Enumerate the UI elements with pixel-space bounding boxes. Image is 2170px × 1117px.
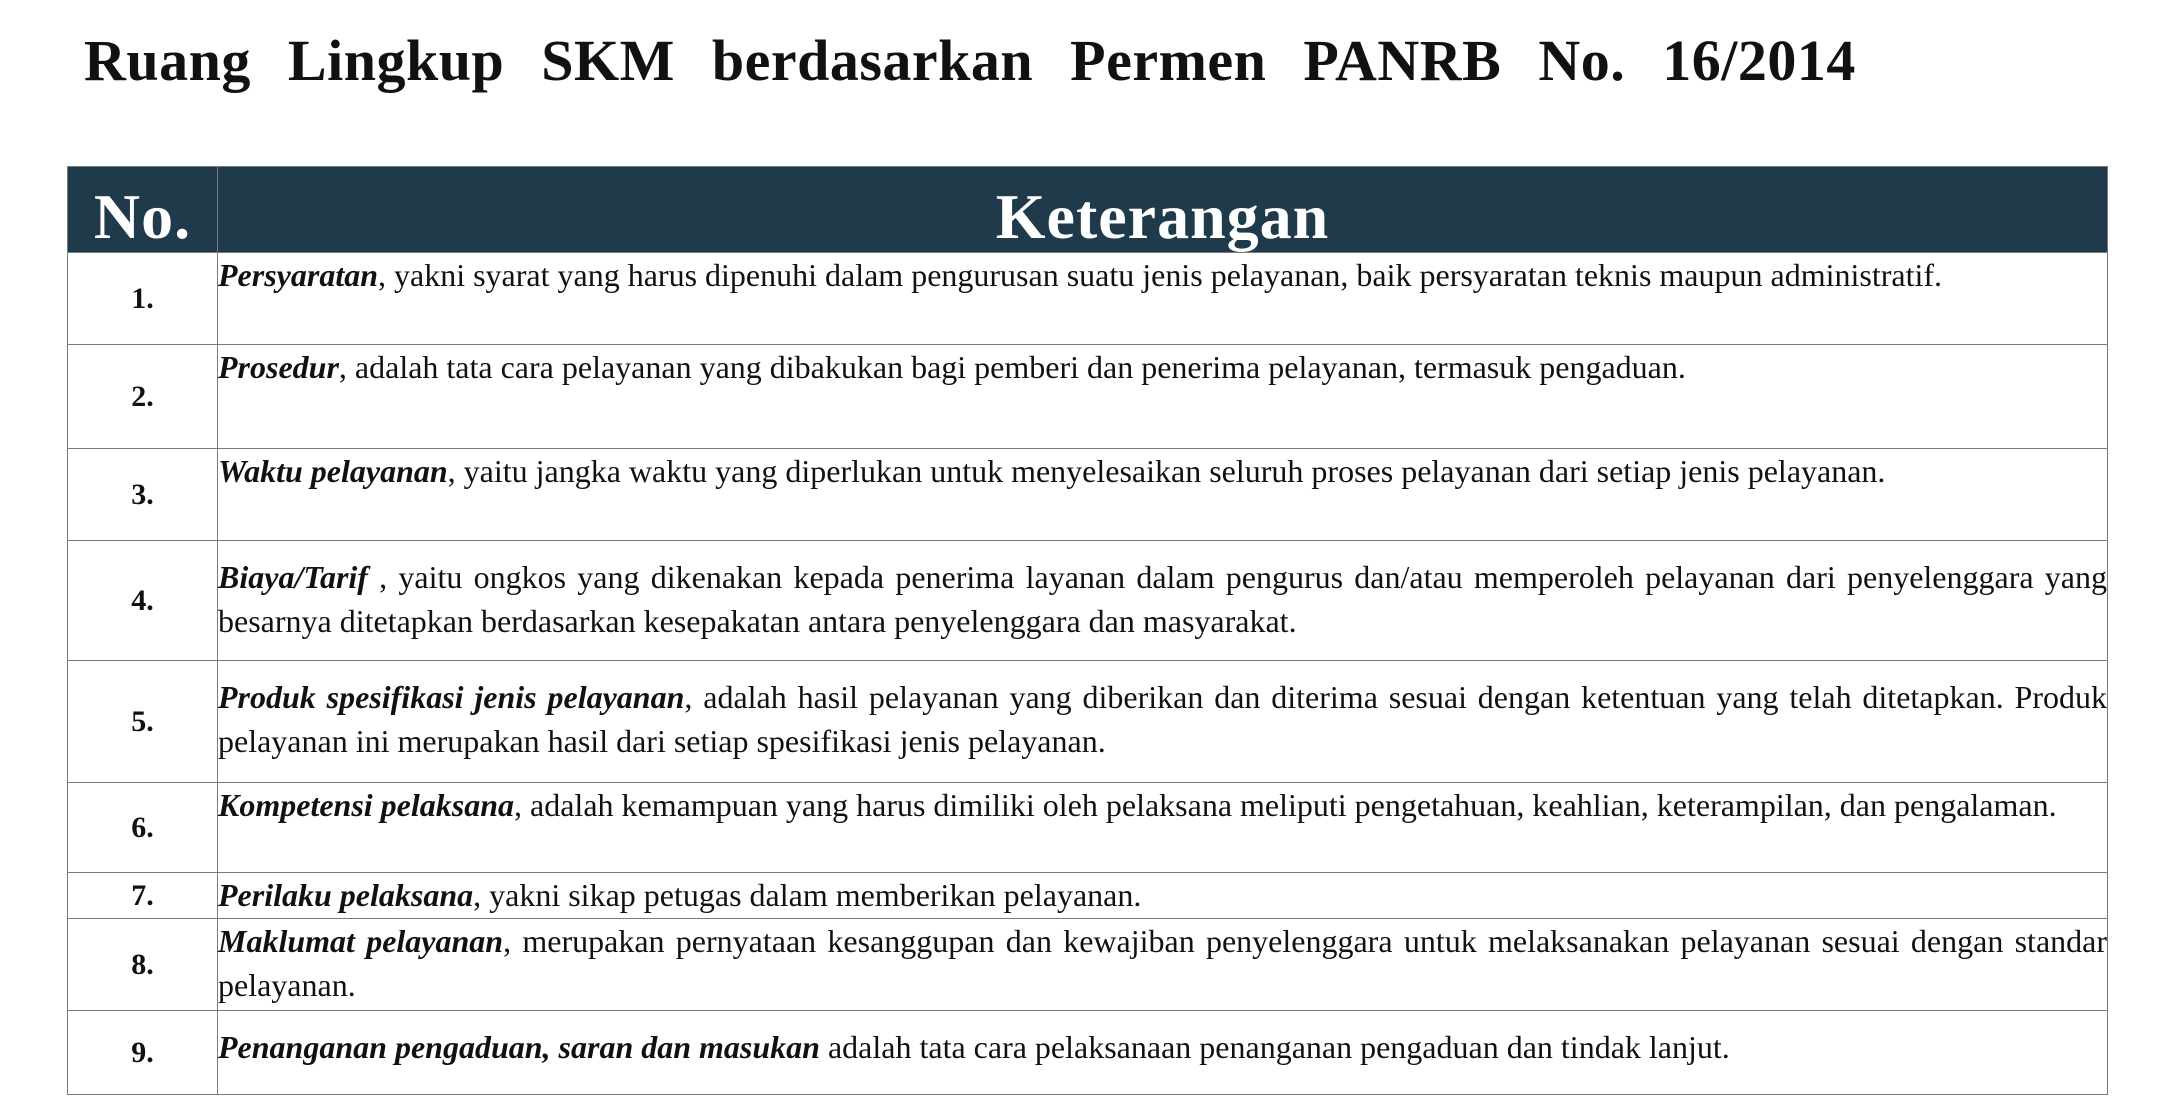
table-row xyxy=(68,919,2108,1011)
row-number: 4. xyxy=(68,541,218,661)
row-text: , adalah kemampuan yang harus dimiliki oleh pelaksana meliputi pengetahuan, keahlian, keterampilan, dan pengalaman. xyxy=(514,787,2057,823)
row-number: 9. xyxy=(68,1011,218,1095)
row-description xyxy=(218,541,2108,661)
row-term: Kompetensi pelaksana xyxy=(218,787,515,823)
row-term: Biaya/Tarif xyxy=(218,559,368,595)
row-number: 3. xyxy=(68,449,218,541)
row-term: Produk spesifikasi jenis pelayanan xyxy=(218,679,685,715)
row-text: , adalah tata cara pelayanan yang dibakukan bagi pemberi dan penerima pelayanan, termasuk pengaduan. xyxy=(338,349,1686,385)
row-description xyxy=(218,919,2108,1011)
page-title: Ruang Lingkup SKM berdasarkan Permen PANRB No. 16/2014 xyxy=(84,28,1856,93)
row-description xyxy=(218,873,2108,919)
row-text: , yaitu ongkos yang dikenakan kepada penerima layanan dalam pengurus dan/atau memperoleh pelayanan dari penyelenggara yang besarnya ditetapkan berdasarkan kesepakatan antara penyelenggara dan masyarakat. xyxy=(218,559,2107,639)
row-text: , adalah hasil pelayanan yang diberikan dan diterima sesuai dengan ketentuan yang telah ditetapkan. Produk pelayanan ini merupakan hasil dari setiap spesifikasi jenis pelayanan. xyxy=(218,679,2108,759)
table-row xyxy=(68,253,2108,345)
row-description xyxy=(218,661,2108,783)
row-number: 2. xyxy=(68,345,218,449)
table-row xyxy=(68,783,2108,873)
table-row xyxy=(68,345,2108,449)
row-term: Perilaku pelaksana xyxy=(218,877,474,913)
row-number: 1. xyxy=(68,253,218,345)
table-header-row xyxy=(68,167,2108,253)
row-description xyxy=(218,1011,2108,1095)
table-row xyxy=(68,449,2108,541)
row-term: Prosedur xyxy=(218,349,339,385)
row-description xyxy=(218,253,2108,345)
row-text: adalah tata cara pelaksanaan penanganan pengaduan dan tindak lanjut. xyxy=(819,1029,1730,1065)
row-text: , yaitu jangka waktu yang diperlukan untuk menyelesaikan seluruh proses pelayanan dari setiap jenis pelayanan. xyxy=(447,453,1886,489)
row-number: 7. xyxy=(68,873,218,919)
row-term: Maklumat pelayanan xyxy=(218,923,504,959)
row-number: 8. xyxy=(68,919,218,1011)
row-description xyxy=(218,783,2108,873)
header-no: No. xyxy=(68,167,218,253)
row-term: Penanganan pengaduan, saran dan masukan xyxy=(218,1029,820,1065)
table-row xyxy=(68,873,2108,919)
row-term: Waktu pelayanan xyxy=(218,453,448,489)
row-term: Persyaratan xyxy=(218,257,378,293)
table-row xyxy=(68,661,2108,783)
header-description: Keterangan xyxy=(218,167,2108,253)
row-text: , merupakan pernyataan kesanggupan dan kewajiban penyelenggara untuk melaksanakan pelayanan sesuai dengan standar pelayanan. xyxy=(218,923,2108,1003)
row-number: 6. xyxy=(68,783,218,873)
row-text: , yakni sikap petugas dalam memberikan pelayanan. xyxy=(473,877,1142,913)
table-row xyxy=(68,1011,2108,1095)
row-description xyxy=(218,449,2108,541)
row-description xyxy=(218,345,2108,449)
row-number: 5. xyxy=(68,661,218,783)
table-row xyxy=(68,541,2108,661)
row-text: , yakni syarat yang harus dipenuhi dalam pengurusan suatu jenis pelayanan, baik persyaratan teknis maupun administratif. xyxy=(378,257,1942,293)
scope-table xyxy=(67,166,2108,1095)
